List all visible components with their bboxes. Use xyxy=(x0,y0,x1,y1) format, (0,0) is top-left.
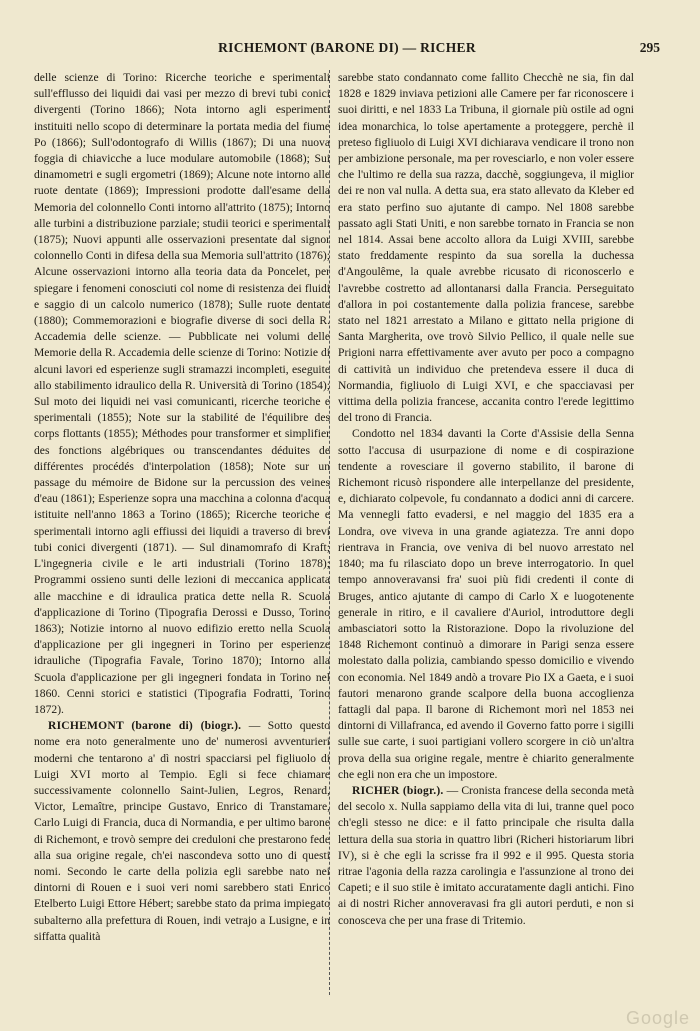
entry-heading-richer: RICHER (biogr.). xyxy=(352,783,444,797)
watermark-logo: Google xyxy=(625,1008,690,1028)
left-column xyxy=(34,70,330,945)
richemont-entry-text: — Sotto questo nome era noto generalmente uno de' numerosi avventurieri moderni che tentarono a' dì nostri spacciarsi pel figliuolo di Luigi XVI morto al Tempio. Egli si fece chiamare successivamente colonnello Saint-Julien, Legros, Renard, Victor, Lemaître, principe Gustavo, Enrico di Transtamare, Carlo Luigi di Francia, duca di Normandia, e per ultimo barone di Richemont, e trovò sempre dei creduloni che prestarono fede alla sua origine regale, ch'ei nascondeva sotto uno di questi nomi. Secondo le carte della polizia egli sarebbe nato nei dintorni di Rouen e i suoi veri nomi sarebbero stati Enrico Etelberto Luigi Ettore Hébert; sarebbe stato da prima impiegato subalterno alla prefettura di Rouen, indi vetrajo a Lusigne, e in siffatta qualità xyxy=(34,719,330,943)
richemont-entry xyxy=(34,718,330,945)
right-paragraph-1: sarebbe stato condannato come fallito Checchè ne sia, fin dal 1828 e 1829 inviava petizioni alle Camere per far riconoscere i suoi diritti, e nel 1833 La Tribuna, il giornale più ostile ad ogni idea monarchica, lo tolse apertamente a proteggere, perchè il preteso figliuolo di Luigi XVI dichiarava vendicare il trono non per ambizione personale, ma per rovesciarlo, e non voler essere che l'ultimo re della sua razza, dacchè, soggiungeva, il miglior dei re non val nulla. A detta sua, era stato allevato da Kleber ed era stato perfino suo ajutante di campo. Nel 1808 sarebbe passato agli Stati Uniti, e non sarebbe tornato in Francia se non nel 1814. Assai bene accolto allora da Luigi XVIII, sarebbe stato freddamente respinto da sua sorella la duchessa d'Angoulême, la quale avrebbe ricusato di riconoscerlo e l'avrebbe costretto ad allontanarsi dalla Francia. Perseguitato d'allora in poi costantemente dalla polizia francese, sarebbe stato nel 1821 arrestato a Milano e gittato nella prigione di Santa Margherita, ove trovò Silvio Pellico, il quale nelle sue Prigioni narra effettivamente aver avuto per poco a compagno di cattività un individuo che pretendeva essere il duca di Normandia, figliuolo di Luigi XVI, e che spacciavasi per vittima della polizia francese, accanita contro l'erede legittimo del trono di Francia. xyxy=(338,71,634,425)
right-column xyxy=(338,70,634,929)
richer-entry xyxy=(338,783,634,929)
left-paragraph-1: delle scienze di Torino: Ricerche teoriche e sperimentali sull'efflusso dei liquidi dai vasi per mezzo di brevi tubi conici divergenti (Torino 1866); Nota intorno agli esperimenti instituiti nello scopo di determinare la portata media del fiume Po (1866); Sull'odontografo di Willis (1867); Di una nuova foggia di chiavicche a luce modulare automobile (1868); Sui dinamometri e sugli ergometri (1869); Alcune note intorno alle ruote dentate (1869); Impressioni prodotte dall'esame della Memoria del colonnello Conti intorno all'attrito (1875); Intorno alle turbini a distribuzione parziale; studii teorici e sperimentali (1875); Nuovi appunti alle osservazioni presentate dal signor colonnello Conti in difesa della sua Memoria sull'attrito (1876); Alcune osservazioni intorno alla teoria data da Poncelet, per spiegare i fenomeni conosciuti col nome di resistenza dei fluidi e saggio di un calcolo numerico (1878); Sulle ruote dentate (1880); Commemorazioni e biografie diverse di soci della R. Accademia delle scienze. — Pubblicate nei volumi delle Memorie della R. Accademia delle scienze di Torino: Notizie di alcuni lavori ed esperienze sugli stramazzi incompleti, eseguite allo stabilimento idraulico della R. Università di Torino (1854); Sul moto dei liquidi nei vasi comunicanti, ricerche teoriche e sperimentali (1855); Note sur la stabilité de l'équilibre des corps flottants (1855); Méthodes pour transformer et simplifier des fonctions algébriques ou transcendantes déduites de différentes procédés d'interpolation (1858); Note sur un passage du mémoire de Bidone sur la percussion des veines d'eau (1861); Esperienze sopra una macchina a colonna d'acqua istituite nell'anno 1863 a Torino (1865); Ricerche teoriche e sperimentali intorno agli effiussi dei liquidi a traverso di brevi tubi conici divergenti (1871). — Sul dinamomrafo di Kraft; L'ingegneria civile e le arti industriali (Torino 1878); Programmi ossieno sunti delle lezioni di meccanica applicata alle macchine e di idraulica pratica dette nella R. Scuola d'applicazione di Torino (Tipografia Derossi e Dusso, Torino 1863); Notizie intorno al nuovo edifizio eretto nella Scuola d'applicazione per gli ingegneri in Torino per esperienze idrauliche (Tipografia Favale, Torino 1870); Intorno alla Scuola d'applicazione per gli ingegneri fondata in Torino nel 1860. Cenni storici e statistici (Tipografia Fodratti, Torino 1872). xyxy=(34,71,330,716)
right-paragraph-2: Condotto nel 1834 davanti la Corte d'Assisie della Senna sotto l'accusa di usurpazione di nome e di cospirazione tendente a rovesciare il governo stabilito, il barone di Richemont ricusò rispondere alle interpellanze del presidente, e, dichiarato colpevole, fu condannato a dodici anni di carcere. Ma vennegli fatto evadersi, e nel maggio del 1835 era a Londra, ove viveva in una grande agiatezza. Tre anni dopo rientrava in Francia, ove veniva di bel nuovo arrestato nel 1840; ma fu rilasciato dopo un breve interrogatorio. In quel tempo annoveravansi fra' suoi più fidi credenti il conte di Bruges, antico ajutante di campo di Carlo X e luogotenente generale in ritiro, e il cavaliere d'Auriol, introduttore degli ambasciatori sotto la Ristorazione. Dopo la rivoluzione del 1848 Richemont continuò a dimorare in Parigi senza essere molestato dalla polizia, cambiando spesso domicilio e vivendo con economia. Nel 1849 andò a trovare Pio IX a Gaeta, e i suoi fautori menarono grande scalpore della buona accoglienza fattagli dal papa. Il barone di Richemont morì nel 1853 nei dintorni di Villafranca, ed avendo il Governo fatto porre i sigilli sulle sue carte, i suoi partigiani vollero scorgere in ciò un'altra prova della sua origine regale, mentre è chiarito generalmente che egli non era che un impostore. xyxy=(338,427,634,781)
column-divider xyxy=(329,70,331,995)
running-title: RICHEMONT (BARONE DI) — RICHER xyxy=(218,40,476,55)
page-header xyxy=(34,40,660,64)
page-number: 295 xyxy=(639,40,660,55)
entry-heading-richemont: RICHEMONT (barone di) (biogr.). xyxy=(48,719,242,733)
richer-entry-text: — Cronista francese della seconda metà del secolo x. Nulla sappiamo della vita di lui, tranne quel poco ch'egli stesso ne dice: e il fatto principale che risulta dalla lettura della sua storia in quattro libri (Richeri historiarum libri IV), si è che egli la scrisse fra il 992 e il 995. Questa storia ritrae l'agonia della razza carolingia e l'assunzione al trono dei Capeti; e il suo stile è imitato accuratamente dagli antichi. Fino ai di nostri Richer annoveravasi fra gli autori perduti, e non si conosceva che per una frase di Tritemio. xyxy=(338,783,634,927)
